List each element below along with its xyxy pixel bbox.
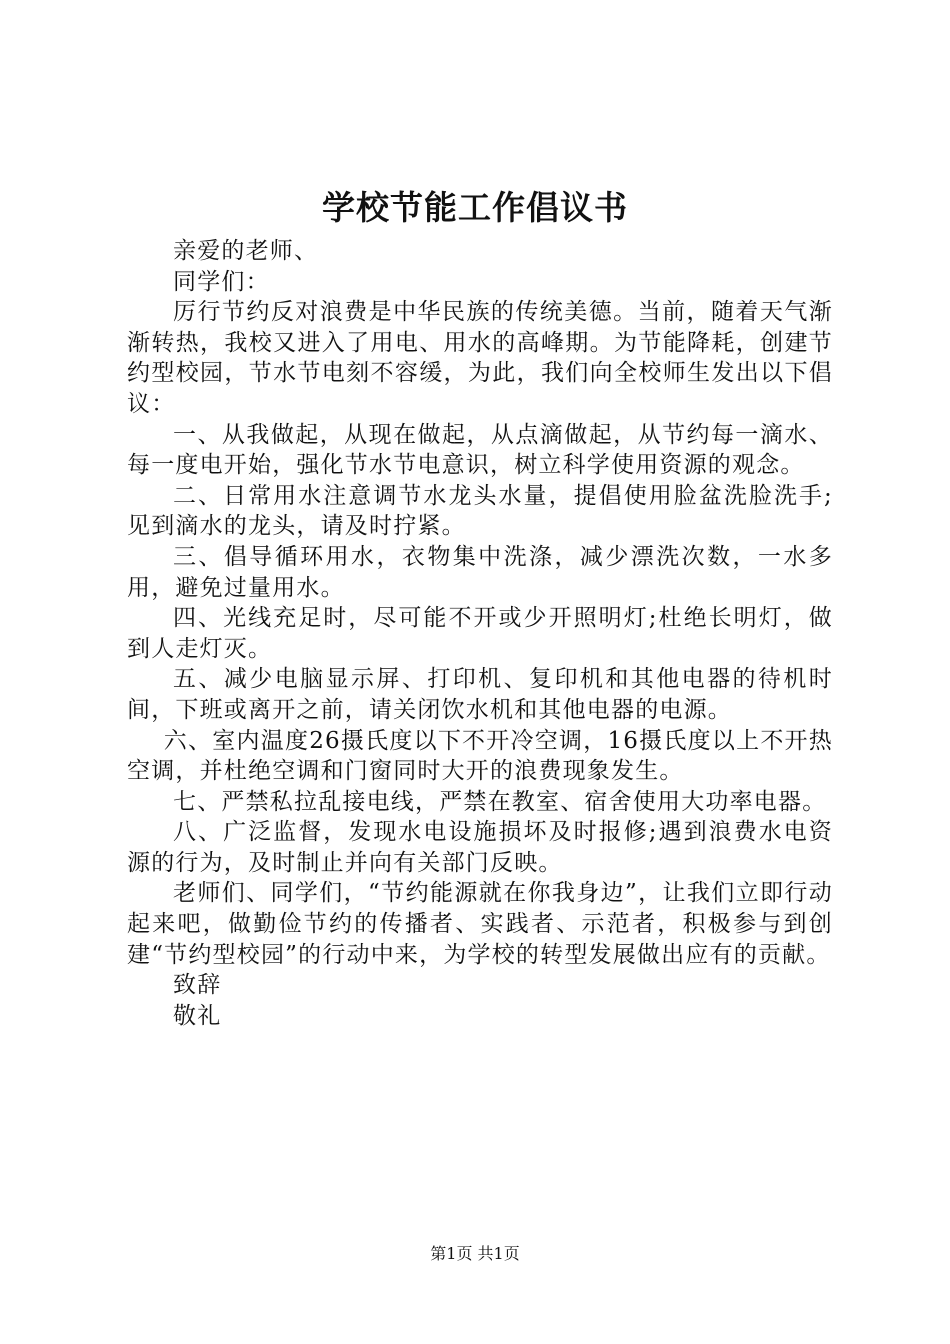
paragraph-intro: 厉行节约反对浪费是中华民族的传统美德。当前，随着天气渐渐转热，我校又进入了用电、用水的高峰期。为节能降耗，创建节约型校园，节水节电刻不容缓，为此，我们向全校师生发出以下倡议： (127, 299, 833, 417)
paragraph-item-1: 一、从我做起，从现在做起，从点滴做起，从节约每一滴水、每一度电开始，强化节水节电意识，树立科学使用资源的观念。 (127, 421, 833, 479)
paragraph-item-5: 五、减少电脑显示屏、打印机、复印机和其他电器的待机时间，下班或离开之前，请关闭饮水机和其他电器的电源。 (127, 666, 833, 723)
paragraph-item-8: 八、广泛监督，发现水电设施损坏及时报修;遇到浪费水电资源的行为，及时制止并向有关部门反映。 (127, 819, 833, 876)
paragraph-item-3: 三、倡导循环用水，衣物集中洗涤，减少漂洗次数，一水多用，避免过量用水。 (127, 543, 833, 601)
paragraph-item-2: 二、日常用水注意调节水龙头水量，提倡使用脸盆洗脸洗手;见到滴水的龙头，请及时拧紧。 (127, 482, 833, 540)
document-title: 学校节能工作倡议书 (322, 188, 628, 227)
closing-line: 致辞 (173, 972, 222, 999)
page-footer: 第1页 共1页 (430, 1244, 520, 1263)
paragraph-conclusion: 老师们、同学们，“节约能源就在你我身边”，让我们立即行动起来吧，做勤俭节约的传播者、实践者、示范者，积极参与到创建“节约型校园”的行动中来，为学校的转型发展做出应有的贡献。 (127, 880, 833, 968)
salutation-line: 同学们： (173, 268, 270, 295)
paragraph-item-4: 四、光线充足时，尽可能不开或少开照明灯;杜绝长明灯，做到人走灯灭。 (127, 605, 833, 662)
salutation-line: 亲爱的老师、 (173, 238, 319, 264)
paragraph-item-6: 六、室内温度26摄氏度以下不开冷空调，16摄氏度以上不开热空调，并杜绝空调和门窗同时大开的浪费现象发生。 (127, 727, 833, 785)
closing-line: 敬礼 (173, 1002, 222, 1029)
document-body (127, 236, 833, 1031)
paragraph-item-7: 七、严禁私拉乱接电线，严禁在教室、宿舍使用大功率电器。 (173, 788, 827, 815)
